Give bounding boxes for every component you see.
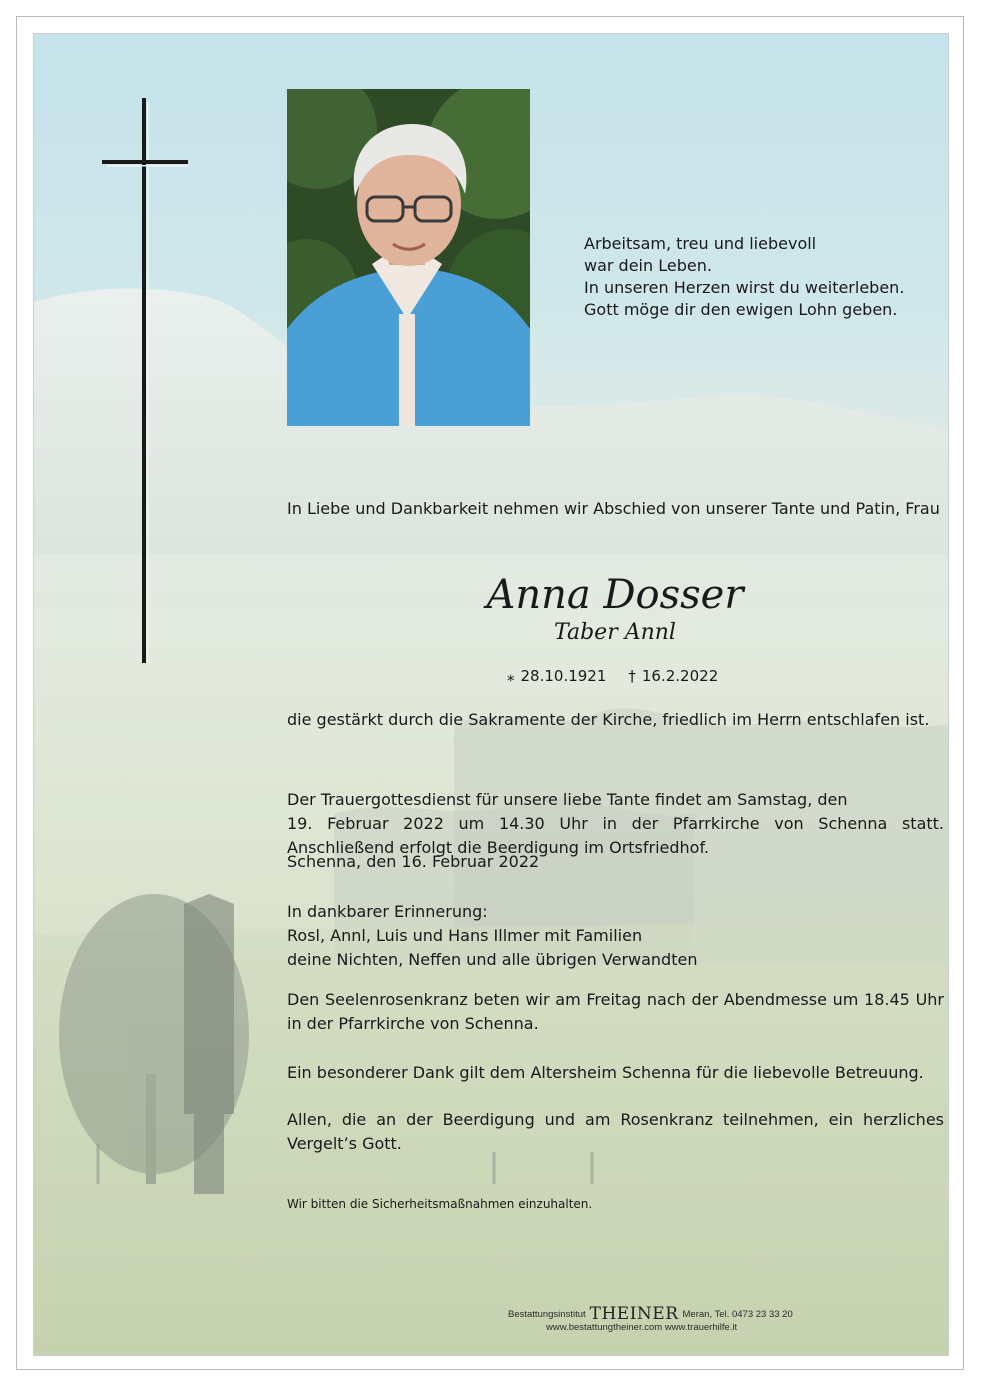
- deceased-nickname: Taber Annl: [554, 620, 676, 645]
- funeral-home-footer: [508, 1304, 808, 1333]
- portrait-photo: [287, 89, 530, 426]
- footer-prefix: Bestattungsinstitut: [508, 1308, 586, 1320]
- paragraph-line: Anschließend erfolgt die Beerdigung im Ortsfriedhof.: [287, 838, 710, 857]
- poem: [584, 233, 904, 321]
- paragraph-line: Rosl, Annl, Luis und Hans Illmer mit Familien: [287, 926, 643, 945]
- paragraph-line: in der Pfarrkirche von Schenna.: [287, 1014, 539, 1033]
- paragraph-line: Der Trauergottesdienst für unsere liebe Tante findet am Samstag, den: [287, 790, 848, 809]
- brand-logo: THEINER: [589, 1304, 679, 1324]
- place-date: [287, 850, 944, 874]
- paragraph-gratitude: [287, 1108, 944, 1156]
- paragraph-line: deine Nichten, Neffen und alle übrigen Verwandten: [287, 950, 698, 969]
- cross-icon: [100, 98, 190, 663]
- paragraph-line: 19. Februar 2022 um 14.30 Uhr in der Pfarrkirche von Schenna statt.: [287, 814, 944, 833]
- birth-star-icon: ⁎: [507, 667, 515, 685]
- poem-line: Gott möge dir den ewigen Lohn geben.: [584, 300, 898, 319]
- poem-line: In unseren Herzen wirst du weiterleben.: [584, 278, 905, 297]
- paragraph-rosary: [287, 988, 944, 1036]
- footer-websites: www.bestattungtheiner.com www.trauerhilfe.it: [546, 1322, 738, 1333]
- paragraph-line: Schenna, den 16. Februar 2022: [287, 852, 540, 871]
- paragraph-line: Ein besonderer Dank gilt dem Altersheim Schenna für die liebevolle Betreuung.: [287, 1063, 924, 1082]
- paragraph-sacraments: [287, 708, 944, 732]
- footer-contact: Meran, Tel. 0473 23 33 20: [682, 1308, 793, 1320]
- life-dates: [507, 667, 718, 685]
- paragraph-thanks: [287, 1061, 944, 1085]
- mourners: [287, 900, 944, 972]
- paragraph-line: In dankbarer Erinnerung:: [287, 902, 488, 921]
- deceased-name: Anna Dosser: [486, 572, 744, 618]
- birth-date: 28.10.1921: [520, 667, 607, 685]
- poem-line: Arbeitsam, treu und liebevoll: [584, 234, 817, 253]
- paragraph-line: Allen, die an der Beerdigung und am Rosenkranz teilnehmen, ein herzliches: [287, 1110, 944, 1129]
- paragraph-line: Den Seelenrosenkranz beten wir am Freitag nach der Abendmesse um 18.45 Uhr: [287, 990, 944, 1009]
- paragraph-line: die gestärkt durch die Sakramente der Kirche, friedlich im Herrn entschlafen ist.: [287, 710, 930, 729]
- death-date: 16.2.2022: [641, 667, 719, 685]
- poem-line: war dein Leben.: [584, 256, 712, 275]
- safety-note: Wir bitten die Sicherheitsmaßnahmen einzuhalten.: [287, 1197, 593, 1211]
- death-cross-icon: †: [628, 667, 636, 685]
- paragraph-line: Vergelt’s Gott.: [287, 1134, 402, 1153]
- intro-text: In Liebe und Dankbarkeit nehmen wir Abschied von unserer Tante und Patin, Frau: [287, 499, 940, 518]
